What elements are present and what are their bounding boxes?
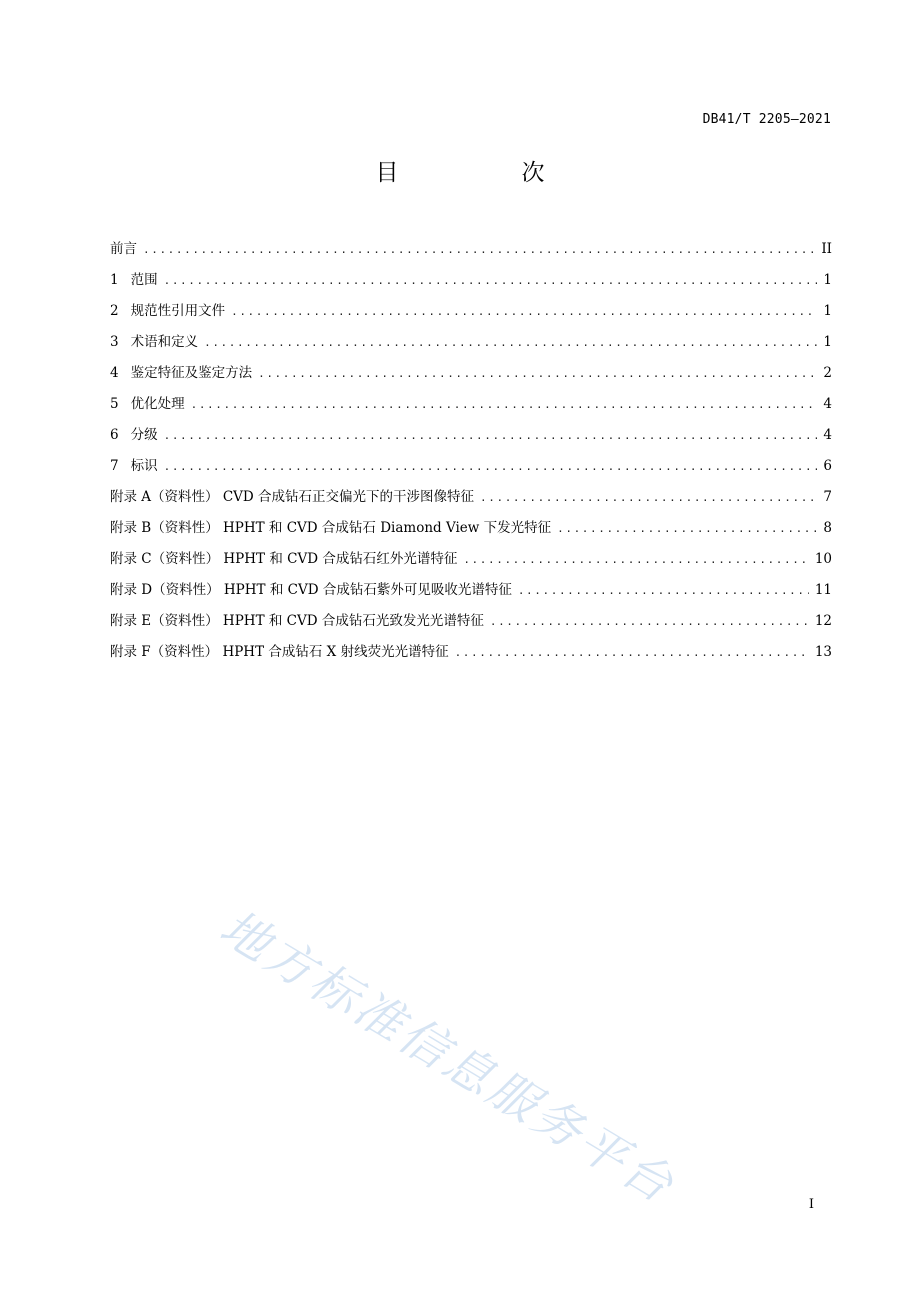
toc-entry-page: 4: [823, 396, 832, 412]
toc-entry-number: 5: [110, 396, 119, 412]
toc-entry-label: 术语和定义: [130, 334, 199, 350]
toc-entry-appendix-c[interactable]: [110, 547, 832, 578]
toc-entry-label: 范围: [130, 272, 158, 288]
toc-entry-number: 7: [110, 458, 119, 474]
toc-entry-number: 2: [110, 303, 119, 319]
toc-entry-page: 12: [814, 613, 832, 629]
toc-entry-appendix-b[interactable]: [110, 516, 832, 547]
toc-entry-normative-references[interactable]: [110, 299, 832, 330]
toc-entry-appendix-f[interactable]: [110, 640, 832, 671]
toc-leader-dots: [191, 393, 818, 417]
document-code: DB41/T 2205—2021: [702, 112, 831, 127]
toc-entry-label: 附录 C（资料性） HPHT 和 CVD 合成钻石红外光谱特征: [110, 551, 458, 567]
toc-entry-label: 规范性引用文件: [130, 303, 226, 319]
toc-entry-foreword[interactable]: [110, 237, 832, 268]
toc-leader-dots: [518, 579, 809, 603]
toc-leader-dots: [490, 610, 809, 634]
toc-entry-label: 附录 B（资料性） HPHT 和 CVD 合成钻石 Diamond View 下发光特征: [110, 520, 552, 536]
toc-entry-page: 4: [823, 427, 832, 443]
toc-entry-appendix-a[interactable]: [110, 485, 832, 516]
toc-leader-dots: [557, 517, 817, 541]
toc-entry-label: 附录 D（资料性） HPHT 和 CVD 合成钻石紫外可见吸收光谱特征: [110, 582, 512, 598]
toc-entry-page: 11: [814, 582, 832, 598]
toc-entry-terms-definitions[interactable]: [110, 330, 832, 361]
toc-entry-page: 1: [823, 303, 832, 319]
toc-entry-page: 2: [823, 365, 832, 381]
toc-leader-dots: [480, 486, 817, 510]
toc-entry-page: 1: [823, 334, 832, 350]
toc-entry-treatment[interactable]: [110, 392, 832, 423]
watermark: 地方标准信息服务平台: [210, 899, 686, 1216]
toc-entry-page: 13: [814, 644, 832, 660]
toc-entry-page: 10: [814, 551, 832, 567]
page-title: 目 次: [375, 160, 595, 186]
toc-entry-label: 鉴定特征及鉴定方法: [130, 365, 253, 381]
toc-leader-dots: [143, 238, 815, 262]
toc-entry-labeling[interactable]: [110, 454, 832, 485]
toc-entry-page: 6: [823, 458, 832, 474]
toc-leader-dots: [204, 331, 817, 355]
toc-entry-label: 附录 A（资料性） CVD 合成钻石正交偏光下的干涉图像特征: [110, 489, 475, 505]
toc-entry-number: 1: [110, 272, 119, 288]
toc-leader-dots: [455, 641, 809, 665]
toc-entry-page: 7: [823, 489, 832, 505]
toc-entry-identification[interactable]: [110, 361, 832, 392]
toc-entry-label: 前言: [110, 241, 137, 257]
toc-entry-appendix-d[interactable]: [110, 578, 832, 609]
toc-entry-page: 1: [823, 272, 832, 288]
toc-leader-dots: [231, 300, 817, 324]
toc-entry-page: 8: [823, 520, 832, 536]
toc-entry-label: 分级: [130, 427, 158, 443]
toc-leader-dots: [463, 548, 808, 572]
toc-leader-dots: [164, 424, 818, 448]
toc-leader-dots: [164, 455, 818, 479]
toc-leader-dots: [164, 269, 818, 293]
table-of-contents: [110, 237, 832, 671]
toc-entry-number: 3: [110, 334, 119, 350]
toc-entry-label: 标识: [130, 458, 158, 474]
toc-entry-number: 4: [110, 365, 119, 381]
toc-entry-label: 附录 E（资料性） HPHT 和 CVD 合成钻石光致发光光谱特征: [110, 613, 484, 629]
toc-entry-scope[interactable]: [110, 268, 832, 299]
toc-entry-appendix-e[interactable]: [110, 609, 832, 640]
toc-entry-grading[interactable]: [110, 423, 832, 454]
toc-entry-number: 6: [110, 427, 119, 443]
toc-leader-dots: [258, 362, 817, 386]
toc-entry-label: 附录 F（资料性） HPHT 合成钻石 X 射线荧光光谱特征: [110, 644, 449, 660]
page-number: I: [808, 1197, 814, 1212]
toc-entry-label: 优化处理: [130, 396, 185, 412]
toc-entry-page: II: [821, 241, 832, 257]
